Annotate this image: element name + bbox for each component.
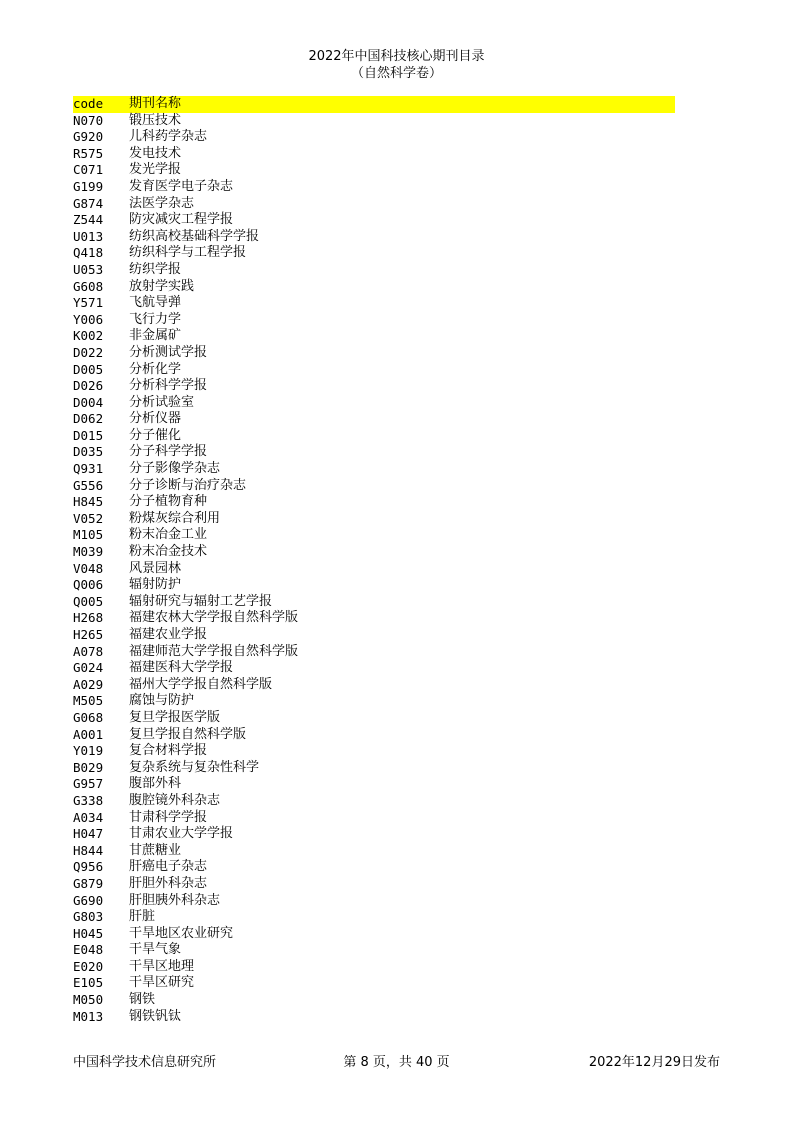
journal-code: U053 <box>73 261 104 277</box>
journal-code: V048 <box>73 560 104 576</box>
table-row <box>73 461 675 478</box>
table-row <box>73 677 675 694</box>
journal-code: N070 <box>73 112 104 128</box>
journal-code: G068 <box>73 709 104 725</box>
table-row <box>73 295 675 312</box>
table-row <box>73 992 675 1009</box>
table-row <box>73 693 675 710</box>
table-row <box>73 876 675 893</box>
table-row <box>73 162 675 179</box>
journal-name: 钢铁 <box>129 992 156 1008</box>
journal-code: H845 <box>73 494 104 510</box>
journal-name: 福建农业学报 <box>129 627 208 642</box>
journal-name: 干旱区研究 <box>129 975 195 991</box>
table-row <box>73 478 675 495</box>
journal-name: 飞航导弹 <box>129 295 182 311</box>
table-row <box>73 644 675 661</box>
journal-name: 粉末冶金工业 <box>129 527 208 543</box>
table-row <box>73 362 675 379</box>
journal-name: 纺织科学与工程学报 <box>129 245 247 261</box>
journal-name: 非金属矿 <box>129 328 182 344</box>
table-row <box>73 179 675 196</box>
table-row <box>73 494 675 511</box>
column-header-name: 期刊名称 <box>129 96 182 111</box>
table-row <box>73 627 675 644</box>
journal-name: 分析仪器 <box>129 411 182 427</box>
document-footer <box>73 1054 720 1072</box>
table-row <box>73 859 675 876</box>
table-row <box>73 328 675 345</box>
journal-code: D015 <box>73 427 104 443</box>
journal-name: 福州大学学报自然科学版 <box>129 676 273 692</box>
table-row <box>73 727 675 744</box>
journal-name: 分子催化 <box>129 427 182 443</box>
journal-code: G199 <box>73 178 104 194</box>
journal-code: G024 <box>73 660 104 676</box>
journal-name: 肝胆外科杂志 <box>129 875 208 891</box>
journal-code: M013 <box>73 1008 104 1024</box>
journal-name: 分析测试学报 <box>129 344 208 360</box>
table-row <box>73 146 675 163</box>
journal-code: G803 <box>73 909 104 925</box>
journal-name: 分析化学 <box>129 361 182 377</box>
journal-code: D005 <box>73 361 104 377</box>
journal-name: 干旱气象 <box>129 942 182 958</box>
journal-name: 甘肃科学学报 <box>129 809 208 825</box>
table-row <box>73 527 675 544</box>
journal-name: 分子影像学杂志 <box>129 461 221 477</box>
journal-code: C071 <box>73 162 104 178</box>
journal-name: 防灾减灾工程学报 <box>129 212 234 228</box>
journal-name: 福建师范大学学报自然科学版 <box>129 643 299 659</box>
table-row <box>73 411 675 428</box>
table-row <box>73 826 675 843</box>
journal-code: G338 <box>73 792 104 808</box>
table-row <box>73 810 675 827</box>
journal-name: 粉末冶金技术 <box>129 544 208 560</box>
journal-code: M105 <box>73 527 104 543</box>
journal-code: H265 <box>73 627 104 642</box>
journal-name: 飞行力学 <box>129 311 182 327</box>
table-row <box>73 710 675 727</box>
journal-code: D026 <box>73 378 104 394</box>
table-row <box>73 660 675 677</box>
footer-release-date: 2022年12月29日发布 <box>588 1055 720 1070</box>
journal-code: Q931 <box>73 461 104 477</box>
journal-code: V052 <box>73 510 104 526</box>
table-row <box>73 610 675 627</box>
journal-code: Y019 <box>73 743 104 759</box>
journal-code: D035 <box>73 444 104 460</box>
journal-name: 分子植物育种 <box>129 494 208 510</box>
column-header-code: code <box>73 96 104 111</box>
table-row <box>73 279 675 296</box>
journal-code: H045 <box>73 925 104 941</box>
table-row <box>73 444 675 461</box>
table-row <box>73 561 675 578</box>
journal-name: 分析科学学报 <box>129 378 208 394</box>
table-row <box>73 760 675 777</box>
table-row <box>73 942 675 959</box>
table-row <box>73 312 675 329</box>
table-row <box>73 577 675 594</box>
table-row <box>73 395 675 412</box>
journal-code: U013 <box>73 228 104 244</box>
table-row <box>73 511 675 528</box>
journal-name: 发光学报 <box>129 162 182 178</box>
table-row <box>73 212 675 229</box>
table-row <box>73 793 675 810</box>
journal-name: 福建农林大学学报自然科学版 <box>129 610 299 626</box>
journal-name: 发电技术 <box>129 145 182 161</box>
journal-name: 复合材料学报 <box>129 743 208 759</box>
table-row <box>73 378 675 395</box>
journal-name: 粉煤灰综合利用 <box>129 510 221 526</box>
table-row <box>73 975 675 992</box>
journal-name: 肝癌电子杂志 <box>129 859 208 875</box>
journal-code: G690 <box>73 892 104 908</box>
journal-name: 甘蔗糖业 <box>129 842 182 858</box>
journal-code: H268 <box>73 610 104 626</box>
journal-name: 辐射研究与辐射工艺学报 <box>129 593 273 609</box>
journal-code: G608 <box>73 278 104 294</box>
table-row <box>73 926 675 943</box>
table-row <box>73 594 675 611</box>
table-row <box>73 229 675 246</box>
table-row <box>73 428 675 445</box>
journal-name: 分子科学学报 <box>129 444 208 460</box>
journal-code: H844 <box>73 842 104 858</box>
table-row <box>73 743 675 760</box>
journal-code: R575 <box>73 145 104 161</box>
table-row <box>73 345 675 362</box>
journal-name: 纺织学报 <box>129 261 182 277</box>
journal-code: G556 <box>73 477 104 493</box>
journal-name: 锻压技术 <box>129 112 182 128</box>
journal-name: 辐射防护 <box>129 577 182 593</box>
journal-name: 风景园林 <box>129 560 182 576</box>
table-row <box>73 776 675 793</box>
journal-code: A034 <box>73 809 104 825</box>
journal-name: 儿科药学杂志 <box>129 129 208 145</box>
journal-code: M039 <box>73 544 104 560</box>
journal-code: E048 <box>73 942 104 958</box>
document-subtitle: （自然科学卷） <box>350 66 442 81</box>
journal-code: K002 <box>73 328 104 344</box>
journal-code: A001 <box>73 726 104 742</box>
journal-code: A078 <box>73 643 104 659</box>
journal-code: G879 <box>73 875 104 891</box>
footer-publisher: 中国科学技术信息研究所 <box>73 1055 217 1070</box>
document-title: 2022年中国科技核心期刊目录 <box>308 49 485 64</box>
journal-code: M050 <box>73 992 104 1008</box>
journal-code: H047 <box>73 826 104 842</box>
journal-name: 法医学杂志 <box>129 195 195 211</box>
table-row <box>73 959 675 976</box>
journal-code: G874 <box>73 195 104 211</box>
journal-code: Q956 <box>73 859 104 875</box>
journal-name: 腹腔镜外科杂志 <box>129 792 221 808</box>
table-row <box>73 113 675 130</box>
journal-code: Y006 <box>73 311 104 327</box>
journal-code: E020 <box>73 958 104 974</box>
journal-code: Q418 <box>73 245 104 261</box>
journal-code: G957 <box>73 776 104 792</box>
journal-name: 甘肃农业大学学报 <box>129 826 234 842</box>
journal-code: Y571 <box>73 295 104 311</box>
journal-code: Q005 <box>73 593 104 609</box>
table-row <box>73 544 675 561</box>
table-row <box>73 245 675 262</box>
journal-name: 分析试验室 <box>129 394 195 410</box>
journal-name: 腹部外科 <box>129 776 182 792</box>
journal-name: 复旦学报医学版 <box>129 709 221 725</box>
journal-name: 钢铁钒钛 <box>129 1008 182 1024</box>
journal-name: 复杂系统与复杂性科学 <box>129 759 260 775</box>
journal-name: 纺织高校基础科学学报 <box>129 228 260 244</box>
journal-code: Z544 <box>73 212 104 228</box>
journal-code: G920 <box>73 129 104 145</box>
journal-name: 干旱地区农业研究 <box>129 925 234 941</box>
journal-code: B029 <box>73 759 104 775</box>
journal-name: 福建医科大学学报 <box>129 660 234 676</box>
journal-code: D022 <box>73 344 104 360</box>
table-row <box>73 909 675 926</box>
table-row <box>73 129 675 146</box>
journal-code: E105 <box>73 975 104 991</box>
journal-name: 肝胆胰外科杂志 <box>129 892 221 908</box>
journal-name: 复旦学报自然科学版 <box>129 726 247 742</box>
journal-code: M505 <box>73 693 104 709</box>
journal-name: 肝脏 <box>129 909 156 925</box>
journal-name: 分子诊断与治疗杂志 <box>129 477 247 493</box>
table-row <box>73 1009 675 1026</box>
table-row <box>73 262 675 279</box>
table-row <box>73 843 675 860</box>
table-header-row <box>73 96 675 113</box>
table-row <box>73 893 675 910</box>
journal-code: Q006 <box>73 577 104 593</box>
journal-name: 放射学实践 <box>129 278 195 294</box>
journal-code: D062 <box>73 411 104 427</box>
table-row <box>73 196 675 213</box>
journal-code: D004 <box>73 394 104 410</box>
journal-name: 干旱区地理 <box>129 958 195 974</box>
document-header <box>0 48 793 82</box>
journal-name: 发育医学电子杂志 <box>129 178 234 194</box>
journal-code: A029 <box>73 676 104 692</box>
journal-table <box>73 96 675 1025</box>
table-body <box>73 113 675 1026</box>
journal-name: 腐蚀与防护 <box>129 693 195 709</box>
footer-page-info: 第 8 页，共 40 页 <box>343 1055 450 1070</box>
